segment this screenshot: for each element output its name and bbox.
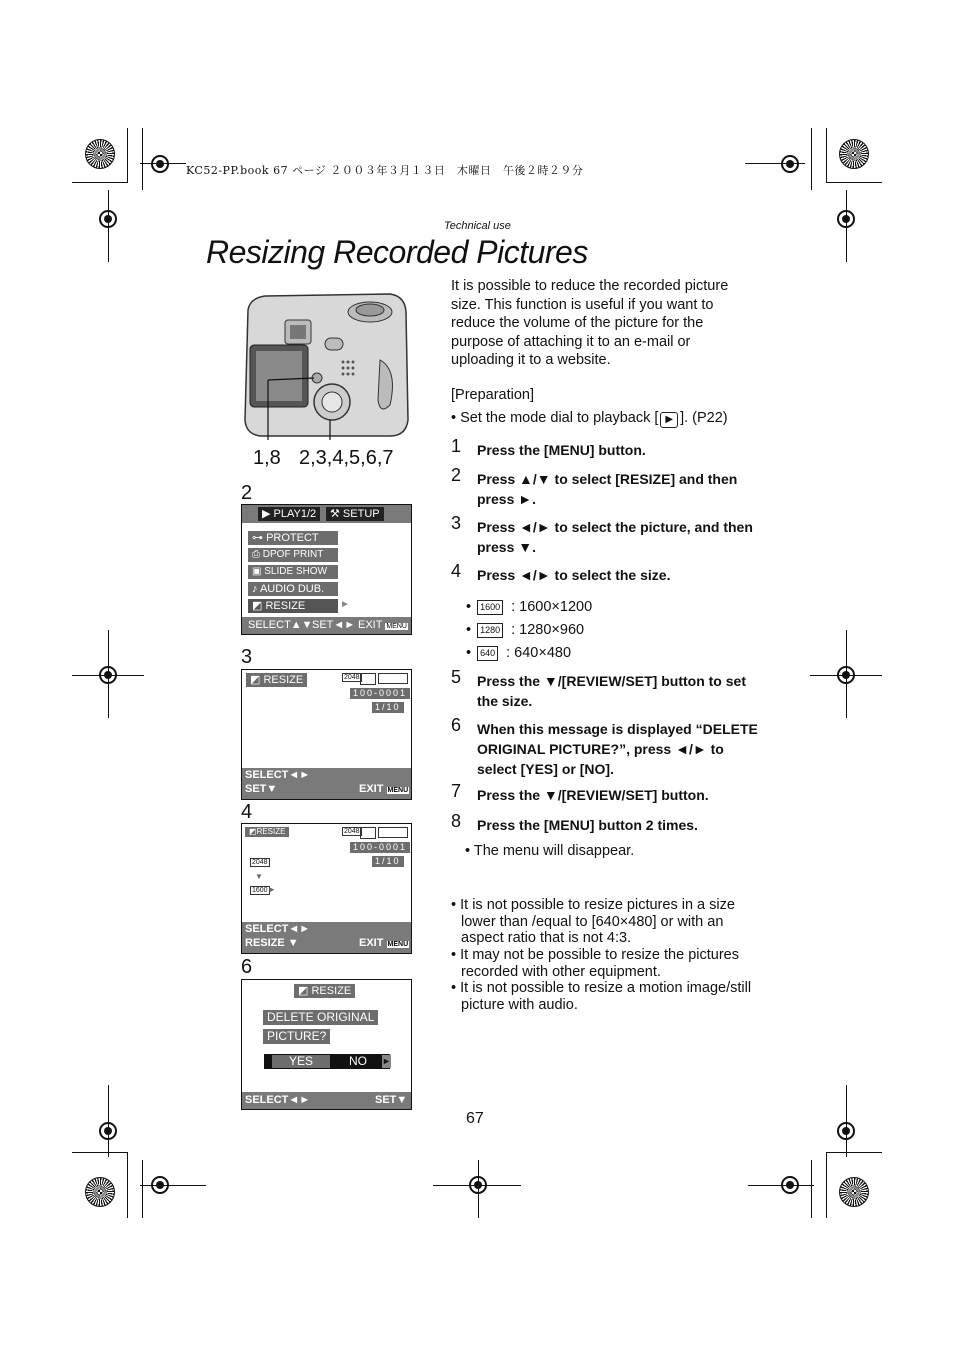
screen-number: 6 — [241, 956, 253, 978]
step-2: 2 Press ▲/▼ to select [RESIZE] and then press ►. — [451, 465, 738, 507]
down-arrow-icon: ▼ — [255, 872, 263, 881]
step-7: 7 Press the ▼/[REVIEW/SET] button. — [451, 781, 709, 803]
exit-hint: EXIT MENU — [358, 619, 407, 631]
battery-icon — [378, 827, 408, 838]
select-hint: SELECT◄► — [245, 923, 311, 935]
crop-line — [811, 1160, 812, 1218]
color-rosette-bottom-right — [839, 1177, 869, 1207]
size-option-1280: • 1280 : 1280×960 — [466, 622, 585, 638]
resize-icon: ◩ — [252, 600, 266, 612]
size-option-1600: • 1600 : 1600×1200 — [466, 599, 593, 615]
crop-line — [140, 1185, 206, 1186]
file-number: 100-0001 — [350, 842, 410, 853]
step-3: 3 Press ◄/► to select the picture, and then press ▼. — [451, 513, 753, 555]
slideshow-icon: ▣ — [252, 566, 265, 577]
set-hint: SET▼ — [375, 1094, 408, 1106]
resize-icon: ◩ — [298, 985, 312, 997]
delete-message-line2: PICTURE? — [263, 1029, 330, 1044]
exit-hint: EXIT MENU — [359, 937, 409, 949]
menu-item-audio-dub: ♪ AUDIO DUB. — [248, 582, 338, 596]
exit-hint: EXIT MENU — [359, 783, 409, 795]
right-arrow-icon: ► — [268, 885, 276, 894]
select-hint: SELECT◄► — [245, 1094, 311, 1106]
crop-line — [846, 1085, 847, 1157]
screen-bottom-bar — [242, 1092, 411, 1109]
picture-count: 1/10 — [372, 702, 404, 713]
crop-line — [140, 163, 186, 164]
delete-message-line1: DELETE ORIGINAL — [263, 1010, 378, 1025]
crop-line — [846, 190, 847, 262]
step-1: 1 Press the [MENU] button. — [451, 436, 646, 458]
screen-number: 4 — [241, 801, 253, 823]
crop-line — [748, 1185, 814, 1186]
right-arrow-icon: ► — [382, 1056, 391, 1066]
new-size-tag: 1600 — [252, 887, 268, 894]
crop-line — [846, 630, 847, 718]
preparation-label: [Preparation] — [451, 387, 535, 403]
section-label: Technical use — [444, 220, 511, 232]
size-1600-icon: 1600 — [477, 600, 503, 615]
crop-line — [108, 630, 109, 718]
print-icon: ⎙ — [252, 549, 263, 560]
size-option-640: • 640 : 640×480 — [466, 645, 572, 661]
step-5: 5 Press the ▼/[REVIEW/SET] button to set the size. — [451, 667, 746, 709]
menu-screen-play — [241, 504, 412, 635]
step-8: 8 Press the [MENU] button 2 times. — [451, 811, 698, 833]
crop-line — [108, 190, 109, 262]
delete-confirm-screen — [241, 979, 412, 1110]
note-item: • It is not possible to resize pictures in a size lower than /equal to [640×480] or with an aspect ratio that is not 4:3. — [451, 897, 735, 946]
size-tag: 2048 — [344, 674, 360, 681]
callout-menu-button: 1,8 — [253, 447, 281, 469]
size-tag: 2048 — [344, 828, 360, 835]
note-item: • It is not possible to resize a motion image/still picture with audio. — [451, 980, 752, 1013]
crop-line — [811, 128, 812, 190]
intro-paragraph: It is possible to reduce the recorded picture size. This function is useful if you want to reduce the volume of the picture for the purpose of attaching it to an e-mail or uploading it to a website. — [451, 278, 729, 368]
crop-line — [745, 163, 805, 164]
crop-line — [478, 1160, 479, 1218]
registration-mark — [781, 155, 799, 173]
tab-setup: ⚒ SETUP — [326, 507, 384, 521]
file-number: 100-0001 — [350, 688, 410, 699]
color-rosette-top-right — [839, 139, 869, 169]
crop-line — [810, 675, 882, 676]
screen-number: 3 — [241, 646, 253, 668]
wrench-icon: ⚒ — [330, 508, 343, 520]
select-hint: SELECT◄► — [245, 769, 311, 781]
resize-icon: ◩ — [249, 827, 257, 836]
select-hint: SELECT▲▼ — [248, 619, 313, 631]
resize-title: ◩RESIZE — [245, 827, 289, 837]
note-item: • It may not be possible to resize the pictures recorded with other equipment. — [451, 947, 739, 980]
crop-line — [826, 1152, 882, 1153]
resize-title: ◩ RESIZE — [246, 673, 307, 687]
resize-select-screen — [241, 669, 412, 800]
playback-icon: ▶ — [660, 412, 678, 428]
preparation-bullet: • Set the mode dial to playback [ ▶ ]. (P22) — [451, 410, 728, 426]
crop-line — [142, 1160, 143, 1218]
menu-item-resize: ◩ RESIZE — [248, 599, 338, 613]
picture-count: 1/10 — [372, 856, 404, 867]
key-icon: ⊶ — [252, 532, 267, 544]
print-header: KC52-PP.book 67 ページ ２００３年３月１３日 木曜日 午後２時２９分 — [186, 164, 584, 177]
crop-line — [127, 1152, 128, 1218]
step-8-note: • The menu will disappear. — [465, 843, 635, 859]
crop-line — [72, 1152, 128, 1153]
callout-navigation-buttons: 2,3,4,5,6,7 — [299, 447, 394, 469]
quality-icon — [360, 673, 376, 685]
resize-icon: ◩ — [250, 674, 264, 686]
crop-line — [72, 675, 144, 676]
registration-mark — [151, 155, 169, 173]
resize-size-screen — [241, 823, 412, 954]
quality-icon — [360, 827, 376, 839]
screen-bottom-bar — [242, 768, 411, 799]
crop-line — [826, 128, 827, 183]
screen-number: 2 — [241, 482, 253, 504]
set-hint: SET▼ — [245, 783, 278, 795]
size-1280-icon: 1280 — [477, 623, 503, 638]
screen-bottom-bar — [242, 617, 411, 634]
step-6: 6 When this message is displayed “DELETE ORIGINAL PICTURE?”, press ◄/► to select [YES] or [NO]. — [451, 715, 758, 777]
menu-item-slide-show: ▣ SLIDE SHOW — [248, 565, 338, 579]
crop-line — [826, 1152, 827, 1218]
camera-illustration — [240, 290, 410, 440]
crop-line — [142, 128, 143, 190]
tab-play: ▶ PLAY1/2 — [258, 507, 320, 521]
page-title: Resizing Recorded Pictures — [206, 234, 588, 270]
size-640-icon: 640 — [477, 646, 498, 661]
menu-item-dpof-print: ⎙ DPOF PRINT — [248, 548, 338, 562]
crop-line — [826, 182, 882, 183]
microphone-icon: ♪ — [252, 583, 260, 595]
step-4: 4 Press ◄/► to select the size. — [451, 561, 671, 583]
page-number: 67 — [466, 1110, 484, 1127]
resize-hint: RESIZE ▼ — [245, 937, 299, 949]
crop-line — [108, 1085, 109, 1157]
crop-line — [433, 1185, 521, 1186]
right-arrow-icon: ► — [340, 599, 350, 610]
original-size-tag: 2048 — [252, 859, 268, 866]
battery-icon — [378, 673, 408, 684]
set-hint: SET◄► — [312, 619, 356, 631]
crop-line — [72, 182, 128, 183]
color-rosette-top-left — [85, 139, 115, 169]
yes-option: YES — [272, 1055, 330, 1068]
color-rosette-bottom-left — [85, 1177, 115, 1207]
playback-icon: ▶ — [262, 508, 274, 520]
crop-line — [127, 128, 128, 183]
menu-item-protect: ⊶ PROTECT — [248, 531, 338, 545]
no-option: NO — [349, 1054, 367, 1068]
screen-bottom-bar — [242, 922, 411, 953]
resize-title: ◩ RESIZE — [294, 984, 355, 998]
